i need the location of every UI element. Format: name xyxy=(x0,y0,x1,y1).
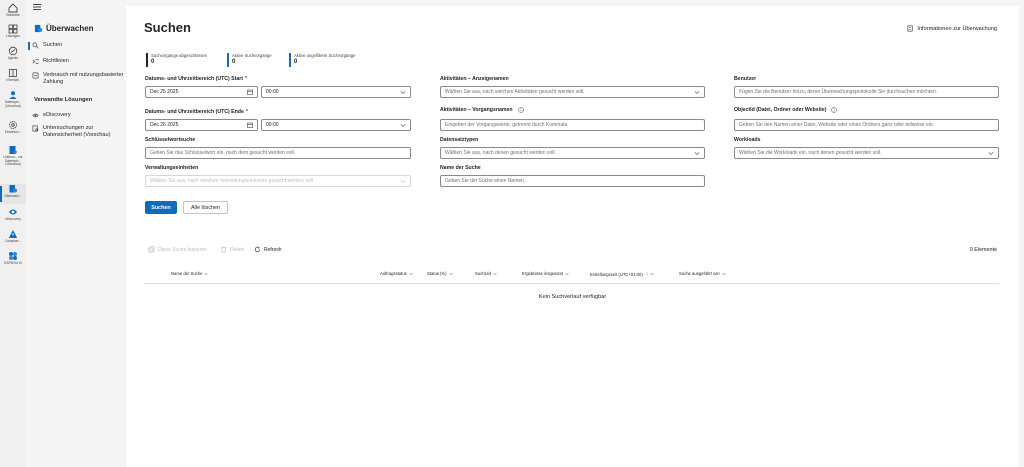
calendar-icon[interactable] xyxy=(247,122,253,128)
chevron-down-icon xyxy=(409,272,413,276)
stat-completed-label: Suchvorgänge abgeschlossen xyxy=(151,53,208,58)
empty-state-message: Kein Suchverlauf verfügbar xyxy=(538,294,607,300)
rail-agents[interactable] xyxy=(0,46,26,64)
chevron-down-icon xyxy=(449,272,453,276)
keyword-placeholder: Geben Sie das Schlüsselwort ein, nach dem gesucht werden soll. xyxy=(150,150,296,156)
nav-item-investigations[interactable] xyxy=(28,125,124,139)
chevron-down-icon xyxy=(694,90,700,95)
chevron-down-icon xyxy=(565,272,569,276)
rail-compliance[interactable] xyxy=(0,229,26,247)
stat-active-unfiltered-label: Aktive ungefilterte Suchvorgänge xyxy=(294,53,356,58)
end-range-label xyxy=(145,109,248,115)
chevron-down-icon xyxy=(650,272,654,276)
delete-button[interactable] xyxy=(220,246,244,253)
search-name-placeholder: Geben Sie der Suche einen Namen. xyxy=(445,178,526,184)
nav-title-label: Überwachen xyxy=(46,24,94,33)
search-name-input[interactable] xyxy=(440,175,705,187)
person-icon xyxy=(8,90,18,100)
dspm-icon xyxy=(8,251,18,261)
end-range-label-text: Datums- und Uhrzeitbereich (UTC) Ende xyxy=(145,109,244,115)
search-name-label: Name der Suche xyxy=(440,165,481,171)
column-header-status-percent[interactable] xyxy=(427,271,453,276)
stat-active xyxy=(227,53,272,67)
audit-icon xyxy=(34,24,43,33)
rail-dspm[interactable] xyxy=(0,251,26,275)
chevron-down-icon xyxy=(493,272,497,276)
rail-solutions[interactable] xyxy=(0,24,26,42)
activities-label: Aktivitäten – Anzeigenamen xyxy=(440,76,509,82)
users-input[interactable] xyxy=(734,86,999,98)
chevron-down-icon xyxy=(694,151,700,156)
operations-input[interactable] xyxy=(440,119,705,131)
shield-person-icon xyxy=(8,184,18,194)
rail-settings[interactable] xyxy=(0,120,26,138)
record-types-placeholder: Wählen Sie aus, nach denen gesucht werden soll. xyxy=(445,150,556,156)
column-header-search-name-label: Name der Suche xyxy=(171,271,203,276)
calendar-icon[interactable] xyxy=(247,89,253,95)
rail-audit-label: Überwach... xyxy=(4,194,22,198)
related-solutions-heading: Verwandte Lösungen xyxy=(34,97,93,103)
nav-item-usage-label: Verbrauch mit nutzungsbasierter Zahlung xyxy=(43,72,124,85)
refresh-button[interactable] xyxy=(254,246,282,253)
nav-item-policies-label: Richtlinien xyxy=(43,58,69,64)
column-header-search-time[interactable] xyxy=(475,271,497,276)
ediscovery-icon xyxy=(32,112,39,119)
column-header-search-name[interactable] xyxy=(171,271,208,276)
nav-item-ediscovery-label: eDiscovery xyxy=(43,112,71,118)
chevron-down-icon xyxy=(400,123,406,128)
chevron-down-icon xyxy=(204,272,208,276)
document-icon xyxy=(907,25,914,32)
main-panel xyxy=(126,6,1019,467)
stat-active-unfiltered xyxy=(289,53,355,67)
nav-item-search-label: Suchen xyxy=(43,42,62,48)
rail-ediscovery-label: eDiscovery xyxy=(5,217,21,221)
stat-completed-value: 0 xyxy=(151,59,155,65)
copy-search-button[interactable] xyxy=(148,246,207,253)
home-icon xyxy=(8,3,18,13)
admin-units-placeholder: Wählen Sie aus, nach welchen Verwaltungseinheiten gesucht werden soll. xyxy=(150,178,315,184)
search-icon xyxy=(32,42,39,49)
column-header-status-percent-label: Status (%) xyxy=(427,271,447,276)
investigation-icon xyxy=(32,125,39,132)
required-mark: * xyxy=(245,76,248,82)
column-header-created-time[interactable] xyxy=(590,271,654,277)
column-header-created-time-label: Erstellungszeit (UTC+01:00) xyxy=(590,271,643,277)
rail-investigations[interactable] xyxy=(0,145,26,181)
start-date-value: Dec 25 2025 xyxy=(150,89,179,95)
sort-descending-icon: ↓ xyxy=(645,271,649,277)
start-date-input[interactable] xyxy=(145,86,258,98)
refresh-label: Refresh xyxy=(264,246,282,253)
nav-item-search[interactable] xyxy=(28,42,124,49)
refresh-icon xyxy=(254,246,261,253)
policy-icon xyxy=(32,58,39,65)
hamburger-menu-icon[interactable] xyxy=(32,3,42,11)
document-person-icon xyxy=(8,145,18,155)
start-range-label-text: Datums- und Uhrzeitbereich (UTC) Start xyxy=(145,76,243,82)
stat-active-value: 0 xyxy=(232,59,236,65)
chevron-down-icon xyxy=(400,90,406,95)
operations-label-text: Aktivitäten – Vorgangsnamen xyxy=(440,107,513,113)
column-header-run-by-label: Suche ausgeführt von xyxy=(679,271,720,276)
delete-label: Delete xyxy=(230,246,245,253)
object-id-label-text: ObjectId (Datei, Ordner oder Website) xyxy=(734,107,827,113)
nav-item-policies[interactable] xyxy=(28,58,124,65)
object-id-placeholder: Geben Sie den Namen einer Datei, Website oder eines Ordners ganz oder teilweise ein. xyxy=(739,122,935,128)
search-button[interactable]: Suchen xyxy=(145,201,177,214)
operations-label xyxy=(440,107,524,113)
secondary-nav xyxy=(26,0,126,467)
rail-home-label: Startseite xyxy=(6,13,20,17)
end-date-value: Dec 26 2025 xyxy=(150,122,179,128)
end-time-select[interactable] xyxy=(261,119,411,131)
record-types-select[interactable] xyxy=(440,147,705,159)
activities-select[interactable] xyxy=(440,86,705,98)
users-label: Benutzer xyxy=(734,76,757,82)
info-icon[interactable] xyxy=(518,107,524,113)
book-icon xyxy=(8,68,18,78)
chevron-down-icon xyxy=(400,179,406,184)
stat-active-unfiltered-value: 0 xyxy=(294,59,298,65)
rail-dspm-label: DSPM für KI xyxy=(4,261,22,265)
warning-icon xyxy=(8,229,18,239)
start-time-value: 00:00 xyxy=(266,89,279,95)
rail-investigations-label: Untersu... zur Datensch... (Vorschau) xyxy=(3,155,23,167)
clear-all-button[interactable]: Alle löschen xyxy=(183,201,228,214)
keyword-input[interactable] xyxy=(145,147,411,159)
column-header-job-status-label: Auftragsstatus xyxy=(380,271,407,276)
rail-ediscovery[interactable] xyxy=(0,207,26,225)
agents-icon xyxy=(8,46,18,56)
column-header-total-results[interactable] xyxy=(522,271,569,276)
workloads-label: Workloads xyxy=(734,137,761,143)
end-time-value: 00:00 xyxy=(266,122,279,128)
end-date-input[interactable] xyxy=(145,119,258,131)
chevron-down-icon xyxy=(988,151,994,156)
workloads-placeholder: Wählen Sie die Workloads ein, nach denen gesucht werden soll. xyxy=(739,150,882,156)
keyword-label: Schlüsselwortsuche xyxy=(145,137,196,143)
nav-title xyxy=(34,24,94,33)
column-header-job-status[interactable] xyxy=(380,271,413,276)
usage-icon xyxy=(32,72,39,79)
column-header-run-by[interactable] xyxy=(679,271,726,276)
gear-icon xyxy=(8,120,18,130)
operations-placeholder: Eingeben der Vorgangswerte, getrennt durch Kommata xyxy=(445,122,568,128)
chevron-down-icon xyxy=(722,272,726,276)
admin-units-label: Verwaltungseinheiten xyxy=(145,165,199,171)
stat-active-label: Aktive Suchvorgänge xyxy=(232,53,272,58)
rail-audit[interactable] xyxy=(0,184,26,204)
record-types-label: Datensatztypen xyxy=(440,137,479,143)
column-header-search-time-label: Suchzeit xyxy=(475,271,492,276)
nav-item-ediscovery[interactable] xyxy=(28,112,124,119)
start-time-select[interactable] xyxy=(261,86,411,98)
object-id-label xyxy=(734,107,837,113)
trash-icon xyxy=(220,246,227,253)
rail-solutions-label: Lösungen xyxy=(5,34,20,38)
rail-agents-label: Agents xyxy=(8,56,18,60)
info-icon[interactable] xyxy=(831,107,837,113)
ediscovery-icon xyxy=(8,207,18,217)
audit-info-link[interactable] xyxy=(907,25,997,32)
grid-icon xyxy=(8,24,18,34)
rail-information[interactable] xyxy=(0,68,26,86)
copy-search-label: Diese Suche kopieren xyxy=(158,246,207,253)
copy-icon xyxy=(148,246,155,253)
rail-home[interactable] xyxy=(0,3,26,21)
item-count: 0 Elemente xyxy=(969,247,997,253)
table-header xyxy=(144,266,999,284)
rail-information-label: Informati. xyxy=(6,78,20,82)
nav-item-usage[interactable] xyxy=(28,72,124,86)
rail-data-security-label: Datenspe... (Vorschau) xyxy=(4,100,22,108)
stat-completed xyxy=(146,53,207,67)
rail-data-security[interactable] xyxy=(0,90,26,114)
workloads-select[interactable] xyxy=(734,147,999,159)
start-range-label xyxy=(145,76,247,82)
nav-item-investigations-label: Untersuchungen zur Datensicherheit (Vorschau) xyxy=(43,125,111,138)
app-rail xyxy=(0,0,26,467)
required-mark: * xyxy=(245,109,248,115)
rail-compliance-label: Complian... xyxy=(4,239,22,243)
rail-settings-label: Einstellun... xyxy=(4,130,22,134)
column-header-total-results-label: Ergebnisse insgesamt xyxy=(522,271,564,276)
object-id-input[interactable] xyxy=(734,119,999,131)
admin-units-select[interactable] xyxy=(145,175,411,187)
page-title: Suchen xyxy=(144,20,191,35)
users-placeholder: Fügen Sie die Benutzer hinzu, deren Überwachungsprotokolle Sie durchsuchen möchten. xyxy=(739,89,938,95)
activities-placeholder: Wählen Sie aus, nach welchen Aktivitäten gesucht werden soll. xyxy=(445,89,585,95)
audit-info-link-label: Informationen zur Überwachung xyxy=(917,25,997,32)
